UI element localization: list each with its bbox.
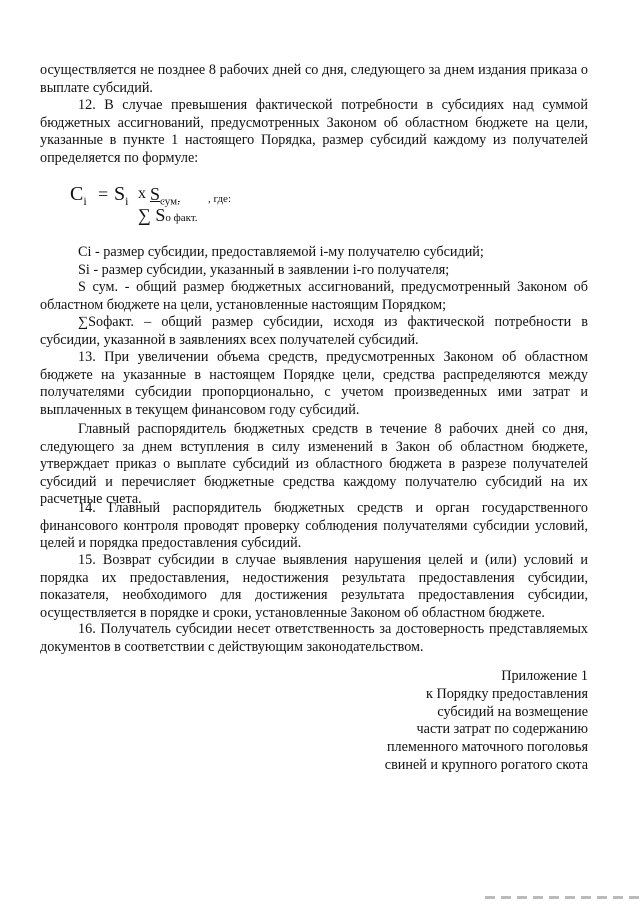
appendix-line: Приложение 1 <box>501 668 588 684</box>
paragraph-14: 14. Главный распорядитель бюджетных средств и орган государственного финансового контроля проводят проверку соблюдения получателями субсидии условий, целей и порядка предоставления субсидий. <box>40 500 588 552</box>
paragraph-15: 15. Возврат субсидии в случае выявления нарушения целей и (или) условий и порядка их предоставления, недостижения результата предоставления субсидии, показателя, необходимого для достижения результата предоставления субсидии, осуществляется в порядке и сроки, установленные Законом об областном бюджете. <box>40 552 588 621</box>
scan-artifact <box>485 896 640 899</box>
appendix-line: свиней и крупного рогатого скота <box>384 756 588 773</box>
paragraph-12: 12. В случае превышения фактической потребности в субсидиях над суммой бюджетных ассигнований, предусмотренных Законом об областном бюджете на цели, указанные в пункте 1 настоящего Порядка, размер субсидий каждому из получателей определяется по формуле: <box>40 97 588 166</box>
paragraph-continuation: осуществляется не позднее 8 рабочих дней со дня, следующего за днем издания приказа о выплате субсидий. <box>40 62 588 96</box>
formula-where: , где: <box>208 193 231 205</box>
appendix-line: субсидий на возмещение <box>437 703 588 720</box>
formula-numerator: $S_{сум.}$ <box>150 184 180 208</box>
definition-si: Si - размер субсидии, указанный в заявлении i-го получателя; <box>78 262 450 278</box>
definition-ssum: S сум. - общий размер бюджетных ассигнований, предусмотренный Законом об областном бюджете на цели, установленные настоящим Порядком; <box>40 279 588 313</box>
formula-times: x <box>138 185 146 202</box>
definition-sfakt: ∑Sофакт. – общий размер субсидии, исходя из фактической потребности в субсидии, указанной в заявлениях всех получателей субсидий. <box>40 314 588 348</box>
formula-ci: $C_i$ <box>70 183 87 208</box>
formula-denominator: ∑ Sо факт. <box>138 205 198 225</box>
formula-equals: = <box>98 184 109 204</box>
paragraph-13-continued: Главный распорядитель бюджетных средств в течение 8 рабочих дней со дня, следующего за днем вступления в силу изменений в Закон об областном бюджете, утверждает приказ о выплате субсидий из областного бюджета в разрезе получателей субсидий и перечисляет бюджетные средства каждому получателю субсидий на их расчетные счета. <box>40 421 588 508</box>
paragraph-13: 13. При увеличении объема средств, предусмотренных Законом об областном бюджете на указанные в настоящем Порядке цели, средства распределяются между получателями субсидии пропорционально, с учетом произведенных ими затрат и выплаченных в текущем финансовом году субсидий. <box>40 349 588 418</box>
subsidy-formula <box>70 183 330 233</box>
formula-si: $S_i$ <box>114 183 129 208</box>
appendix-header <box>288 668 588 775</box>
appendix-line: к Порядку предоставления <box>426 685 588 702</box>
paragraph-16: 16. Получатель субсидии несет ответственность за достоверность представляемых документов в соответствии с действующим законодательством. <box>40 621 588 655</box>
definition-ci: Ci - размер субсидии, предоставляемой i-му получателю субсидий; <box>78 244 484 260</box>
appendix-line: части затрат по содержанию <box>416 721 588 738</box>
appendix-line: племенного маточного поголовья <box>386 739 588 756</box>
